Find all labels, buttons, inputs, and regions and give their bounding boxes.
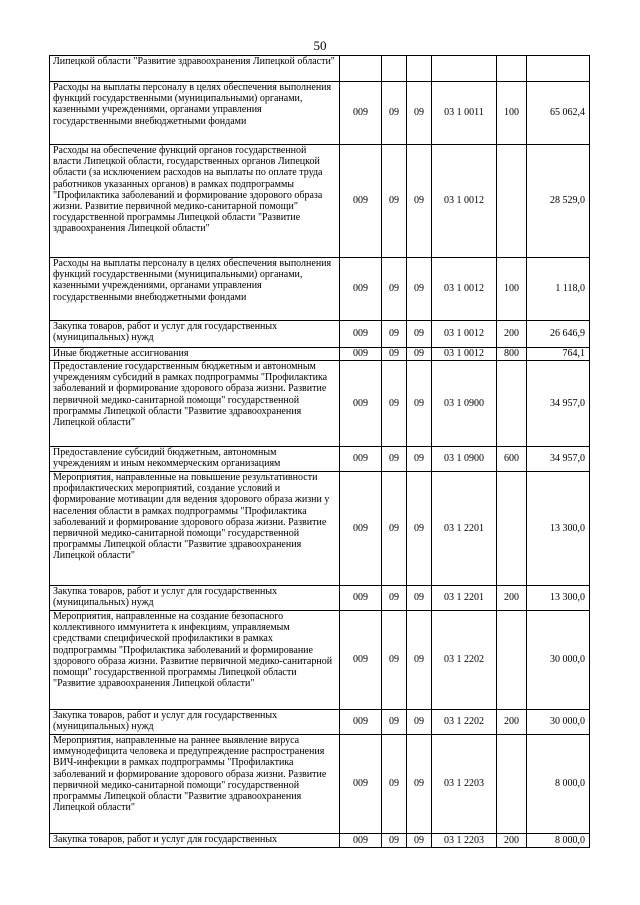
table-row	[50, 834, 590, 848]
row-section-code	[382, 56, 407, 82]
row-subsection-code	[407, 56, 432, 82]
row-description: Мероприятия, направленные на создание безопасного коллективного иммунитета к инфекциям, управляемым средствами специфической профилактики в рамках подпрограммы "Профилактика заболеваний и формирование здорового образа жизни. Развитие первичной медико-санитарной помощи" государственной программы Липецкой области "Развитие здравоохранения Липецкой области"	[50, 611, 340, 710]
row-expense-type: 200	[497, 834, 527, 848]
table-row	[50, 447, 590, 472]
row-section-code: 09	[382, 710, 407, 735]
table-row	[50, 611, 590, 710]
row-grbs-code: 009	[340, 348, 382, 361]
table-row	[50, 56, 590, 82]
row-expense-type: 100	[497, 258, 527, 321]
table-row	[50, 472, 590, 586]
row-target-article: 03 1 0011	[432, 82, 497, 145]
row-expense-type: 200	[497, 321, 527, 348]
row-grbs-code: 009	[340, 472, 382, 586]
table-row	[50, 321, 590, 348]
row-amount: 30 000,0	[527, 611, 590, 710]
row-description: Липецкой области "Развитие здравоохранения Липецкой области"	[50, 56, 340, 82]
row-amount: 8 000,0	[527, 735, 590, 834]
row-subsection-code: 09	[407, 145, 432, 258]
row-amount: 764,1	[527, 348, 590, 361]
row-amount: 8 000,0	[527, 834, 590, 848]
row-subsection-code: 09	[407, 361, 432, 447]
table-row	[50, 361, 590, 447]
row-amount: 34 957,0	[527, 447, 590, 472]
row-target-article: 03 1 0012	[432, 321, 497, 348]
row-target-article: 03 1 2201	[432, 586, 497, 611]
row-amount: 30 000,0	[527, 710, 590, 735]
row-section-code: 09	[382, 735, 407, 834]
row-subsection-code: 09	[407, 710, 432, 735]
row-section-code: 09	[382, 611, 407, 710]
row-description: Закупка товаров, работ и услуг для государственных (муниципальных) нужд	[50, 321, 340, 348]
row-target-article: 03 1 0900	[432, 361, 497, 447]
table-row	[50, 710, 590, 735]
row-description: Мероприятия, направленные на раннее выявление вируса иммунодефицита человека и предупреждение распространения ВИЧ-инфекции в рамках подпрограммы "Профилактика заболеваний и формирование здорового образа жизни. Развитие первичной медико-санитарной помощи" государственной программы Липецкой области "Развитие здравоохранения Липецкой области"	[50, 735, 340, 834]
row-target-article	[432, 56, 497, 82]
row-grbs-code: 009	[340, 447, 382, 472]
row-target-article: 03 1 2201	[432, 472, 497, 586]
row-expense-type	[497, 472, 527, 586]
table-row	[50, 258, 590, 321]
row-description: Расходы на выплаты персоналу в целях обеспечения выполнения функций государственными (муниципальными) органами, казенными учреждениями, органами управления государственными внебюджетными фондами	[50, 258, 340, 321]
row-section-code: 09	[382, 258, 407, 321]
row-grbs-code: 009	[340, 258, 382, 321]
row-amount	[527, 56, 590, 82]
row-target-article: 03 1 0012	[432, 258, 497, 321]
row-target-article: 03 1 0012	[432, 348, 497, 361]
row-subsection-code: 09	[407, 834, 432, 848]
row-section-code: 09	[382, 586, 407, 611]
row-subsection-code: 09	[407, 611, 432, 710]
table-row	[50, 82, 590, 145]
row-grbs-code: 009	[340, 710, 382, 735]
row-description: Предоставление государственным бюджетным и автономным учреждениям субсидий в рамках подпрограммы "Профилактика заболеваний и формирование здорового образа жизни. Развитие первичной медико-санитарной помощи" государственной программы Липецкой области "Развитие здравоохранения Липецкой области"	[50, 361, 340, 447]
row-expense-type	[497, 611, 527, 710]
row-section-code: 09	[382, 447, 407, 472]
row-grbs-code: 009	[340, 145, 382, 258]
row-expense-type: 800	[497, 348, 527, 361]
row-grbs-code: 009	[340, 361, 382, 447]
row-grbs-code: 009	[340, 611, 382, 710]
row-grbs-code	[340, 56, 382, 82]
row-subsection-code: 09	[407, 258, 432, 321]
row-section-code: 09	[382, 834, 407, 848]
table-row	[50, 735, 590, 834]
row-subsection-code: 09	[407, 321, 432, 348]
row-expense-type	[497, 361, 527, 447]
row-target-article: 03 1 0012	[432, 145, 497, 258]
row-subsection-code: 09	[407, 348, 432, 361]
row-expense-type: 200	[497, 586, 527, 611]
row-amount: 34 957,0	[527, 361, 590, 447]
row-target-article: 03 1 2202	[432, 710, 497, 735]
row-expense-type	[497, 56, 527, 82]
row-grbs-code: 009	[340, 82, 382, 145]
row-target-article: 03 1 2203	[432, 735, 497, 834]
row-expense-type: 100	[497, 82, 527, 145]
row-section-code: 09	[382, 348, 407, 361]
row-amount: 65 062,4	[527, 82, 590, 145]
row-description: Предоставление субсидий бюджетным, автономным учреждениям и иным некоммерческим организациям	[50, 447, 340, 472]
row-target-article: 03 1 2202	[432, 611, 497, 710]
row-expense-type	[497, 735, 527, 834]
row-description: Мероприятия, направленные на повышение результативности профилактических мероприятий, создание условий и формирование мотивации для ведения здорового образа жизни у населения области в рамках подпрограммы "Профилактика заболеваний и формирование здорового образа жизни. Развитие первичной медико-санитарной помощи" государственной программы Липецкой области "Развитие здравоохранения Липецкой области"	[50, 472, 340, 586]
row-grbs-code: 009	[340, 321, 382, 348]
row-target-article: 03 1 0900	[432, 447, 497, 472]
row-subsection-code: 09	[407, 447, 432, 472]
row-section-code: 09	[382, 82, 407, 145]
row-subsection-code: 09	[407, 472, 432, 586]
row-amount: 28 529,0	[527, 145, 590, 258]
row-section-code: 09	[382, 361, 407, 447]
row-section-code: 09	[382, 321, 407, 348]
row-subsection-code: 09	[407, 82, 432, 145]
budget-table	[49, 55, 590, 848]
row-grbs-code: 009	[340, 834, 382, 848]
row-description: Закупка товаров, работ и услуг для государственных (муниципальных) нужд	[50, 586, 340, 611]
table-row	[50, 145, 590, 258]
row-expense-type: 600	[497, 447, 527, 472]
row-description: Закупка товаров, работ и услуг для государственных (муниципальных) нужд	[50, 710, 340, 735]
row-grbs-code: 009	[340, 735, 382, 834]
row-description: Иные бюджетные ассигнования	[50, 348, 340, 361]
row-description: Расходы на выплаты персоналу в целях обеспечения выполнения функций государственными (муниципальными) органами, казенными учреждениями, органами управления государственными внебюджетными фондами	[50, 82, 340, 145]
row-target-article: 03 1 2203	[432, 834, 497, 848]
page-number: 50	[313, 38, 327, 53]
row-section-code: 09	[382, 472, 407, 586]
row-grbs-code: 009	[340, 586, 382, 611]
row-expense-type: 200	[497, 710, 527, 735]
row-description: Закупка товаров, работ и услуг для государственных	[50, 834, 340, 848]
row-description: Расходы на обеспечение функций органов государственной власти Липецкой области, государственных органов Липецкой области (за исключением расходов на выплаты по оплате труда работников указанных органов) в рамках подпрограммы "Профилактика заболеваний и формирование здорового образа жизни. Развитие первичной медико-санитарной помощи" государственной программы Липецкой области "Развитие здравоохранения Липецкой области"	[50, 145, 340, 258]
row-section-code: 09	[382, 145, 407, 258]
row-amount: 1 118,0	[527, 258, 590, 321]
table-body	[50, 56, 590, 848]
row-expense-type	[497, 145, 527, 258]
table-row	[50, 586, 590, 611]
row-subsection-code: 09	[407, 735, 432, 834]
row-amount: 13 300,0	[527, 586, 590, 611]
row-subsection-code: 09	[407, 586, 432, 611]
table-row	[50, 348, 590, 361]
row-amount: 26 646,9	[527, 321, 590, 348]
row-amount: 13 300,0	[527, 472, 590, 586]
